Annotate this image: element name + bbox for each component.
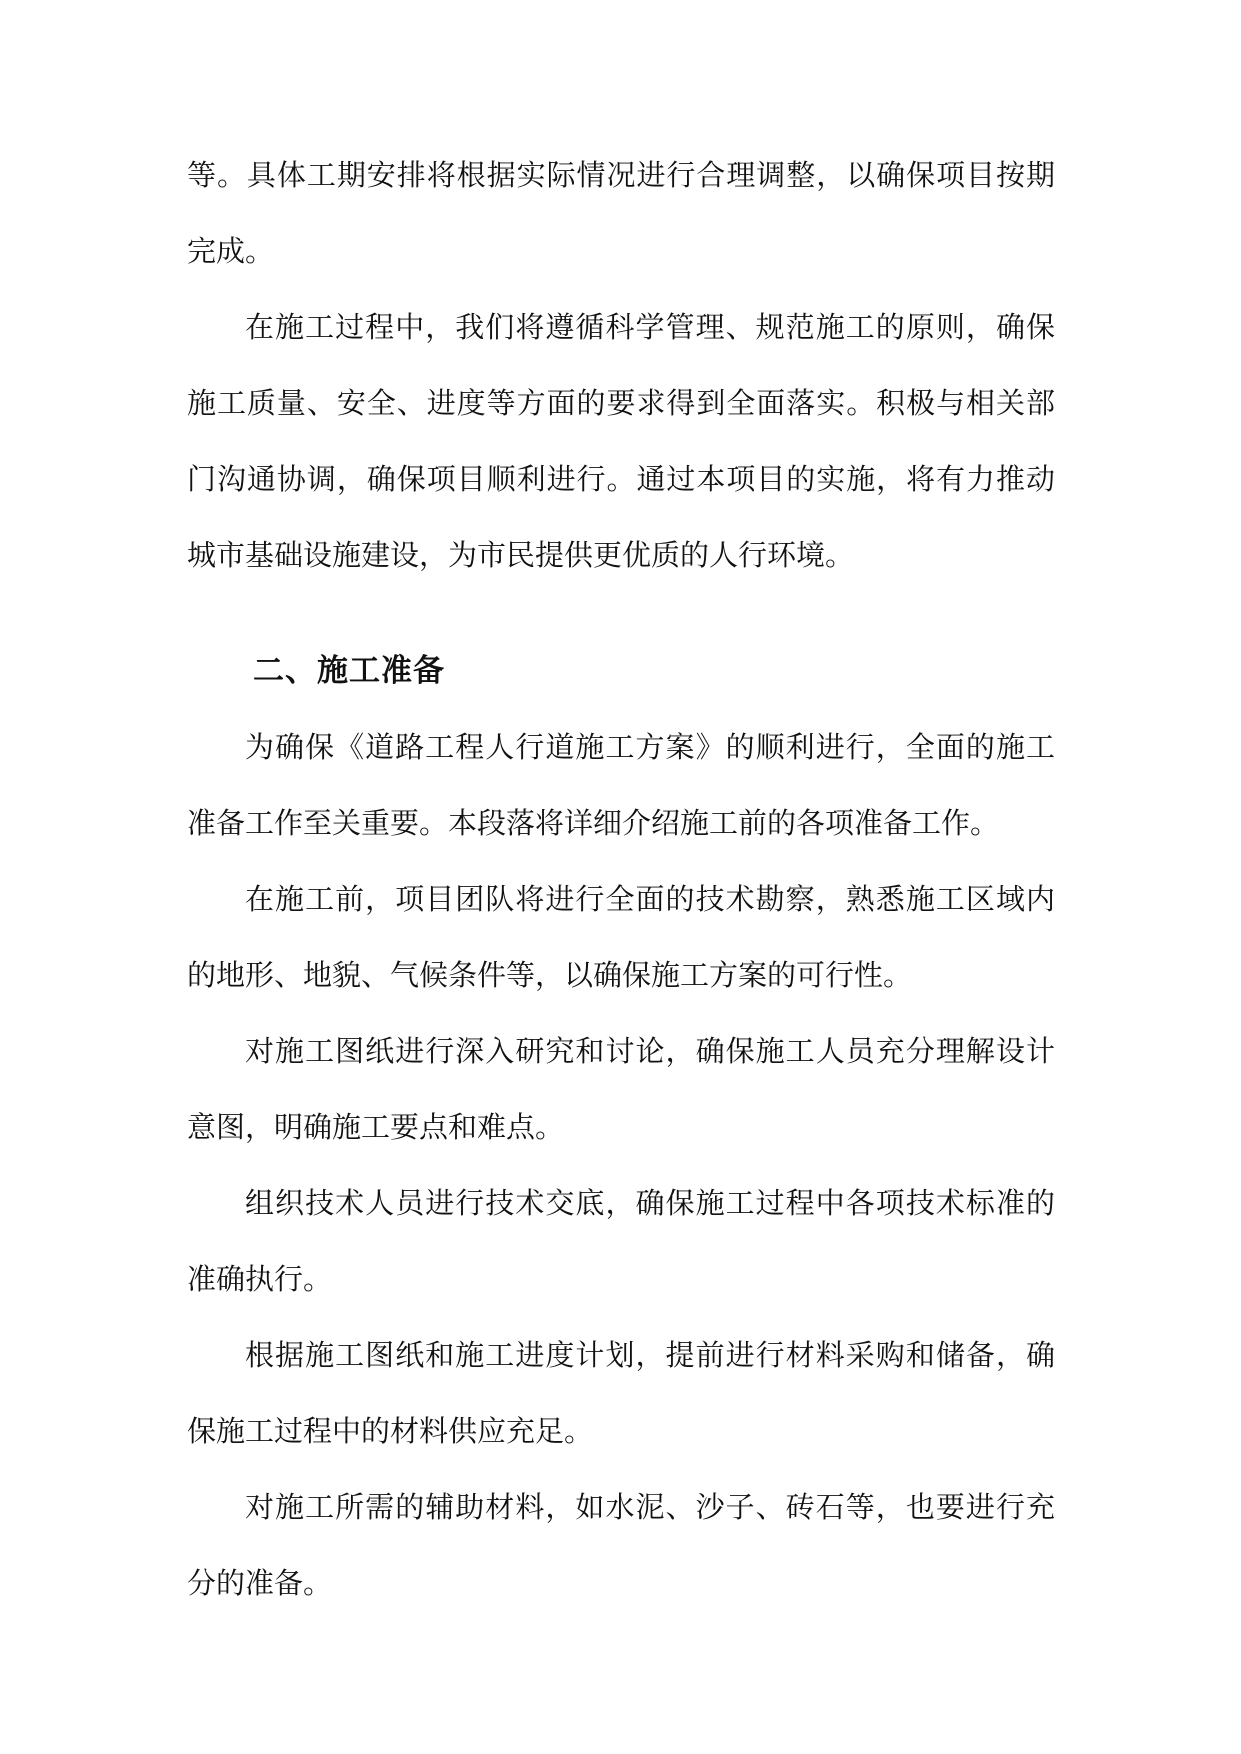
body-paragraph: 在施工过程中，我们将遵循科学管理、规范施工的原则，确保施工质量、安全、进度等方面的要求得到全面落实。积极与相关部门沟通协调，确保项目顺利进行。通过本项目的实施，将有力推动城市基础设施建设，为市民提供更优质的人行环境。 xyxy=(187,310,1055,572)
body-paragraph: 对施工所需的辅助材料，如水泥、沙子、砖石等，也要进行充分的准备。 xyxy=(187,1490,1055,1600)
section-heading: 二、施工准备 xyxy=(253,653,445,689)
continuation-paragraph: 等。具体工期安排将根据实际情况进行合理调整，以确保项目按期完成。 xyxy=(187,158,1055,268)
body-paragraph: 在施工前，项目团队将进行全面的技术勘察，熟悉施工区域内的地形、地貌、气候条件等，以确保施工方案的可行性。 xyxy=(187,882,1055,992)
section-spacer xyxy=(187,593,1055,633)
body-paragraph: 根据施工图纸和施工进度计划，提前进行材料采购和储备，确保施工过程中的材料供应充足。 xyxy=(187,1338,1055,1448)
body-paragraph: 组织技术人员进行技术交底，确保施工过程中各项技术标准的准确执行。 xyxy=(187,1186,1055,1296)
body-paragraph: 为确保《道路工程人行道施工方案》的顺利进行，全面的施工准备工作至关重要。本段落将详细介绍施工前的各项准备工作。 xyxy=(187,730,1055,840)
document-page xyxy=(187,137,1055,1621)
body-paragraph: 对施工图纸进行深入研究和讨论，确保施工人员充分理解设计意图，明确施工要点和难点。 xyxy=(187,1034,1055,1144)
